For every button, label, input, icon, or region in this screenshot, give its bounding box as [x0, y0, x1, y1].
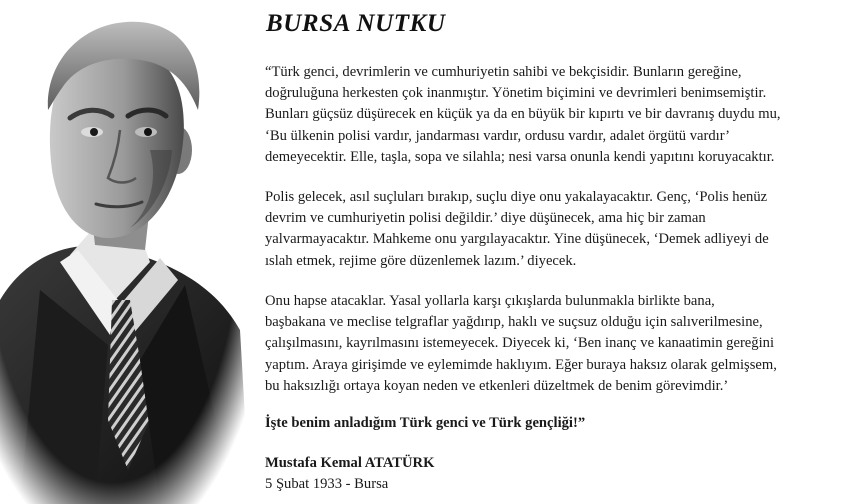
paragraph-line: Polis gelecek, asıl suçluları bırakıp, suçlu diye onu yakalayacaktır. Genç, ‘Polis henüz — [265, 189, 768, 205]
paragraph-line: Onu hapse atacaklar. Yasal yollarla karşı çıkışlarda bulunmakla birlikte bana, — [265, 293, 715, 309]
paragraph-line: devrim ve cumhuriyetin polisi değildir.’ diye düşünecek, ama hiç bir zaman — [265, 210, 706, 227]
speech-paragraph-2 — [265, 187, 860, 272]
paragraph-line: demeyecektir. Elle, taşla, sopa ve silahla; nesi varsa onunla kendi yapıtını koruyacaktır. — [265, 148, 775, 165]
paragraph-line: çalışılmasını, kayrılmasını istemeyecek. Diyecek ki, ‘Ben inanç ve kanaatimin gereğini — [265, 335, 774, 352]
speech-title: BURSA NUTKU — [266, 10, 446, 37]
speech-date-place: 5 Şubat 1933 - Bursa — [265, 476, 389, 492]
signature-name: Mustafa Kemal ATATÜRK — [265, 455, 435, 471]
paragraph-line: ‘Bu ülkenin polisi vardır, jandarması vardır, ordusu vardır, adalet örgütü vardır’ — [265, 127, 730, 144]
speech-paragraph-1 — [265, 62, 860, 168]
paragraph-line: “Türk genci, devrimlerin ve cumhuriyetin sahibi ve bekçisidir. Bunların gereğine, — [265, 64, 742, 80]
portrait-photo — [0, 0, 250, 504]
paragraph-line: bu haksızlığı ortaya koyan neden ve etkenleri düzeltmek de benim görevimdir.’ — [265, 377, 729, 394]
paragraph-line: ıslah etmek, rejime göre düzenlemek lazım.’ diyecek. — [265, 252, 577, 269]
paragraph-line: Bunları güçsüz düşürecek en küçük ya da en büyük bir kıpırtı ve bir davranış duydu mu, — [265, 106, 781, 123]
paragraph-line: başbakana ve meclise telgraflar yağdırıp, haklı ve suçsuz olduğu için salıverilmesine, — [265, 314, 763, 331]
closing-line: İşte benim anladığım Türk genci ve Türk gençliği!” — [265, 415, 586, 431]
speech-text-column — [265, 0, 860, 504]
paragraph-line: yalvarmayacaktır. Mahkeme onu yargılayacaktır. Yine düşünecek, ‘Demek adliyeyi de — [265, 231, 769, 248]
speech-paragraph-3 — [265, 291, 860, 397]
paragraph-line: doğruluğuna herkesten çok inanmıştır. Yönetim biçimini ve devrimleri benimsemiştir. — [265, 85, 767, 102]
paragraph-line: yaptım. Araya girişimde ve eylemimde haklıyım. Eğer buraya haksız olarak gelmişsem, — [265, 356, 777, 373]
